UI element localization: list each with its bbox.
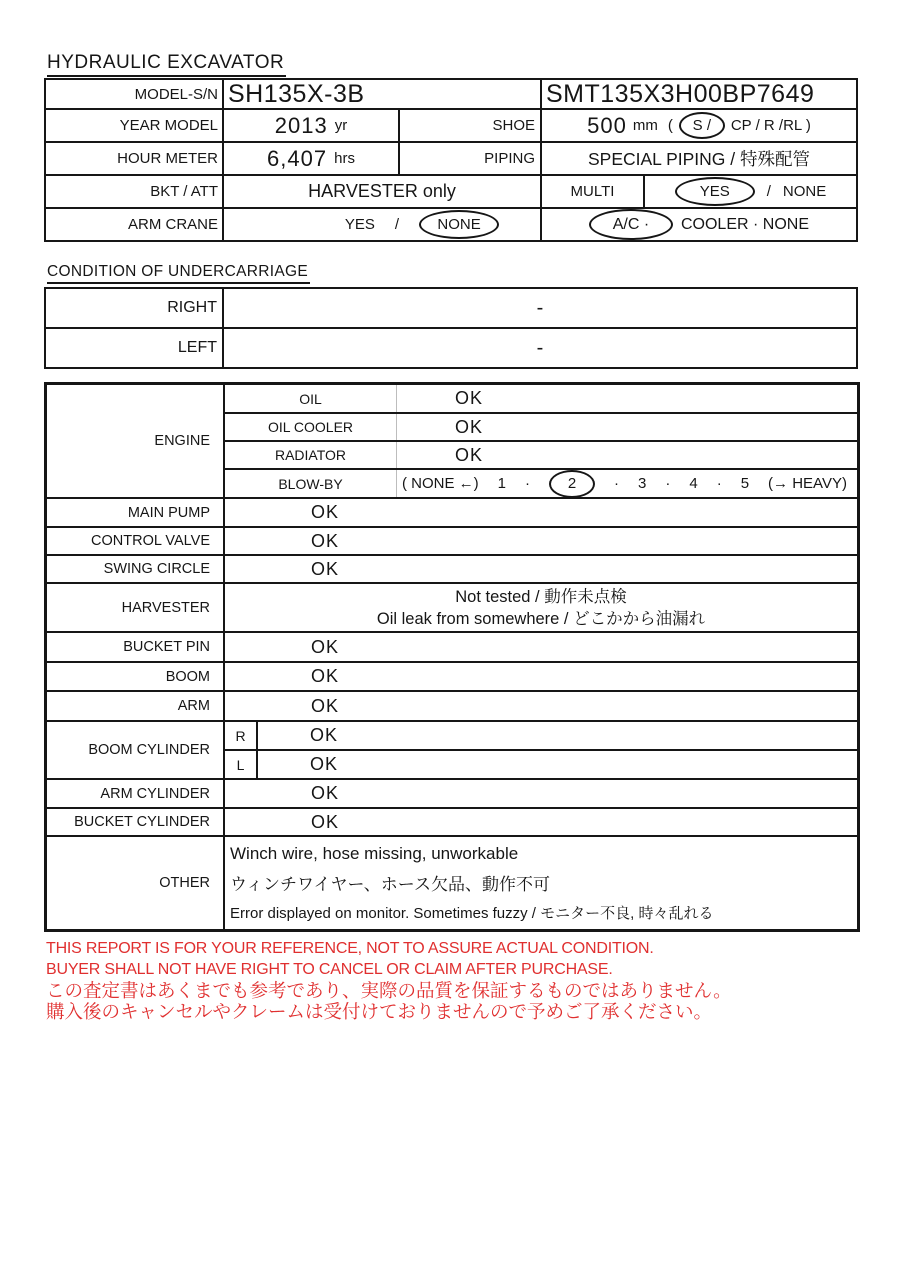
shoe-label: SHOE: [398, 110, 540, 141]
piping-value: SPECIAL PIPING / 特殊配管: [540, 143, 856, 174]
arm-crane-yes-option: YES: [344, 216, 375, 233]
swing-circle-value: OK: [223, 556, 857, 582]
cooling-selected-option: A/C ·: [589, 209, 673, 240]
harvester-note-2: Oil leak from somewhere / どこかから油漏れ: [376, 609, 706, 628]
blowby-scale: [397, 470, 857, 497]
page-title: HYDRAULIC EXCAVATOR: [47, 52, 286, 77]
hour-unit: hrs: [334, 150, 355, 167]
arm-crane-separator: /: [394, 216, 400, 233]
boom-cylinder-r-label: R: [225, 722, 258, 749]
shoe-value: [540, 110, 856, 141]
control-valve-value: OK: [223, 528, 857, 554]
engine-oil-value: OK: [455, 388, 484, 408]
engine-row-blowby: [225, 468, 857, 497]
blowby-dot-2: ·: [614, 475, 620, 492]
blowby-prefix: ( NONE ←): [402, 475, 479, 492]
other-label: OTHER: [159, 875, 210, 891]
blowby-5: 5: [740, 475, 750, 492]
bkt-att-value: HARVESTER only: [222, 176, 540, 207]
bucket-cylinder-label: BUCKET CYLINDER: [74, 814, 210, 830]
bkt-att-label: BKT / ATT: [150, 183, 218, 200]
other-note-1: Winch wire, hose missing, unworkable: [230, 843, 519, 863]
row-boom-cylinder: [47, 720, 857, 778]
undercarriage-row-right: [46, 289, 856, 327]
harvester-label: HARVESTER: [121, 599, 210, 616]
year-model-value: [222, 110, 398, 141]
row-arm: [47, 690, 857, 720]
blowby-dot-1: ·: [525, 475, 531, 492]
left-label: LEFT: [177, 339, 217, 356]
boom-value: OK: [223, 663, 857, 690]
control-valve-label: CONTROL VALVE: [91, 533, 210, 549]
boom-cylinder-r-value: OK: [310, 725, 339, 745]
engine-subrows: [223, 385, 857, 497]
other-note-2: ウィンチワイヤー、ホース欠品、動作不可: [230, 875, 550, 894]
engine-radiator-value: OK: [455, 444, 484, 465]
main-pump-label: MAIN PUMP: [127, 504, 210, 521]
undercarriage-title: CONDITION OF UNDERCARRIAGE: [47, 263, 310, 284]
arm-cylinder-value: OK: [223, 780, 857, 807]
row-swing-circle: [47, 554, 857, 582]
shoe-selected-option: S /: [679, 112, 725, 139]
main-pump-value: OK: [223, 499, 857, 526]
arm-value: OK: [223, 692, 857, 720]
row-bucket-cylinder: [47, 807, 857, 835]
inspection-table: [44, 382, 860, 932]
boom-cylinder-left-row: [225, 749, 857, 778]
undercarriage-row-left: [46, 327, 856, 367]
multi-value: [643, 176, 856, 207]
blowby-3: 3: [638, 475, 647, 492]
spec-row-model: [46, 80, 856, 108]
blowby-selected-2: 2: [549, 470, 595, 498]
arm-crane-selected-option: NONE: [419, 210, 499, 239]
boom-cylinder-label: BOOM CYLINDER: [88, 742, 210, 758]
harvester-value: [223, 584, 857, 631]
disclaimer-line-2: BUYER SHALL NOT HAVE RIGHT TO CANCEL OR CLAIM AFTER PURCHASE.: [46, 961, 613, 978]
left-value: -: [222, 329, 856, 367]
multi-label: MULTI: [540, 176, 643, 207]
cooling-value: [540, 209, 856, 240]
row-other: [47, 835, 857, 929]
engine-label: ENGINE: [154, 433, 210, 449]
other-value: [223, 837, 857, 929]
row-harvester: [47, 582, 857, 631]
serial-value: SMT135X3H00BP7649: [540, 80, 856, 108]
blowby-suffix: (→ HEAVY): [768, 475, 847, 492]
right-value: -: [222, 289, 856, 327]
boom-cylinder-l-label: L: [225, 751, 258, 778]
row-main-pump: [47, 497, 857, 526]
year-model-label: YEAR MODEL: [119, 117, 218, 134]
spec-row-year-shoe: [46, 108, 856, 141]
hour-meter-value: [222, 143, 398, 174]
disclaimer-line-4: 購入後のキャンセルやクレームは受付けておりませんので予めご了承ください。: [46, 1001, 713, 1022]
harvester-note-1: Not tested / 動作未点検: [455, 587, 627, 606]
arm-crane-value: [222, 209, 540, 240]
right-label: RIGHT: [167, 299, 217, 316]
engine-oil-name: OIL: [225, 385, 397, 412]
arm-cylinder-label: ARM CYLINDER: [100, 785, 210, 802]
hour-meter-label: HOUR METER: [117, 150, 218, 167]
multi-separator: /: [766, 183, 771, 200]
row-control-valve: [47, 526, 857, 554]
disclaimer: [46, 938, 732, 1022]
spec-row-bkt-att: [46, 174, 856, 207]
hour-number: 6,407: [267, 145, 328, 171]
engine-row-oil: [225, 385, 857, 412]
year-number: 2013: [274, 112, 328, 138]
year-unit: yr: [334, 117, 348, 134]
bucket-pin-label: BUCKET PIN: [123, 639, 210, 655]
engine-block: [47, 385, 857, 497]
spec-table: [44, 78, 858, 242]
arm-label: ARM: [177, 698, 210, 714]
row-bucket-pin: [47, 631, 857, 661]
piping-label: PIPING: [398, 143, 540, 174]
engine-radiator-name: RADIATOR: [225, 442, 397, 468]
boom-label: BOOM: [165, 668, 210, 685]
engine-oil-cooler-name: OIL COOLER: [225, 414, 397, 440]
blowby-dot-4: ·: [716, 475, 722, 492]
blowby-dot-3: ·: [665, 475, 671, 492]
swing-circle-label: SWING CIRCLE: [103, 561, 210, 577]
bucket-pin-value: OK: [223, 633, 857, 661]
disclaimer-line-1: THIS REPORT IS FOR YOUR REFERENCE, NOT TO ASSURE ACTUAL CONDITION.: [46, 940, 654, 957]
shoe-other-options: CP / R /RL ): [730, 117, 811, 134]
row-arm-cylinder: [47, 778, 857, 807]
boom-cylinder-subrows: [223, 722, 857, 778]
model-value: SH135X-3B: [222, 80, 540, 108]
shoe-number: 500: [587, 112, 627, 138]
spec-row-hour-piping: [46, 141, 856, 174]
cooling-other-options: COOLER · NONE: [680, 215, 809, 233]
boom-cylinder-right-row: [225, 722, 857, 749]
blowby-4: 4: [689, 475, 698, 492]
multi-selected-option: YES: [675, 177, 755, 206]
model-sn-label: MODEL-S/N: [134, 85, 218, 103]
row-boom: [47, 661, 857, 690]
multi-other-option: NONE: [782, 183, 827, 200]
undercarriage-table: [44, 287, 858, 369]
engine-row-radiator: [225, 440, 857, 468]
blowby-name: BLOW-BY: [225, 470, 397, 497]
spec-row-arm-crane: [46, 207, 856, 240]
other-note-3: Error displayed on monitor. Sometimes fuzzy / モニター不良, 時々乱れる: [230, 904, 714, 922]
blowby-1: 1: [497, 475, 507, 492]
disclaimer-line-3: この査定書はあくまでも参考であり、実際の品質を保証するものではありません。: [46, 980, 732, 1001]
bucket-cylinder-value: OK: [223, 809, 857, 835]
arm-crane-label: ARM CRANE: [127, 216, 218, 233]
shoe-paren-open: (: [667, 117, 673, 134]
shoe-unit: mm: [632, 117, 658, 134]
engine-oil-cooler-value: OK: [455, 416, 484, 437]
boom-cylinder-l-value: OK: [310, 754, 339, 774]
engine-row-oil-cooler: [225, 412, 857, 440]
